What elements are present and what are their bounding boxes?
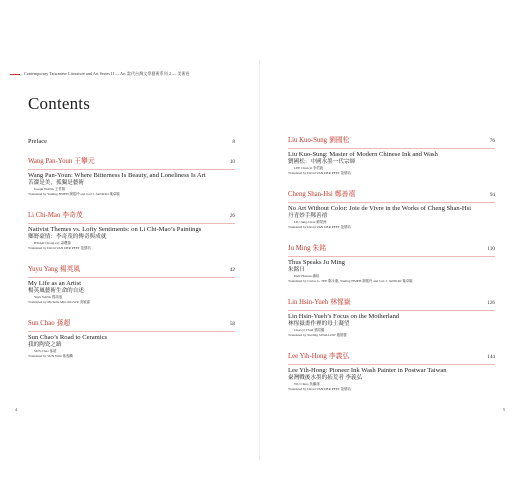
entry-title: Thus Speaks Ju Ming — [288, 259, 345, 266]
entry-rule — [28, 223, 235, 224]
toc-entry-lee-yih-hong[interactable] — [288, 353, 495, 392]
entry-title: Sun Chao’s Road to Ceramics — [28, 334, 108, 341]
entry-translator: Translated by David VAN DER PEET 范德培 — [288, 387, 351, 391]
page-title: Contents — [28, 94, 91, 113]
entry-title-zh: 楊英風藝術生命的自述 — [28, 288, 84, 294]
entry-title-zh: 我的陶瓷之路 — [28, 342, 62, 348]
toc-entry-wang-pan-youn[interactable] — [28, 158, 235, 197]
entry-title: No Art Without Color: Joie de Vivre in the Works of Cheng Shan-Hsi — [288, 205, 472, 212]
preface-entry[interactable] — [28, 138, 235, 146]
entry-page: 76 — [489, 138, 495, 144]
entry-translator: Translated by Carlos G. TEE 鄭永康, Yauling HSIEH 謝瑤玲 and Joel J. JANICKI 葉卓毓 — [288, 279, 413, 283]
left-column — [28, 138, 235, 359]
entry-translator: Translated by David VAN DER PEET 范德培 — [288, 225, 351, 229]
entry-page: 144 — [487, 354, 495, 360]
right-column — [288, 137, 495, 392]
running-header — [10, 71, 190, 77]
entry-author-credit: WU Chiao 吳繼濤 — [294, 382, 320, 386]
toc-entry-cheng-shan-hsi[interactable] — [288, 191, 495, 230]
entry-author-credit: Yuyu YANG 楊英風 — [34, 295, 63, 299]
entry-title: Nativist Themes vs. Lofty Sentiments: on Li Chi-Mao’s Paintings — [28, 226, 202, 233]
entry-translator: Translated by Yauling HSIEH 謝瑤玲 and Joel J. JANICKI 葉卓毓 — [28, 192, 120, 196]
entry-author: Lee Yih-Hong 李義弘 — [288, 353, 350, 360]
entry-page: 58 — [229, 321, 235, 327]
entry-rule — [288, 256, 495, 257]
entry-author-credit: PAN Housan 潘煊 — [294, 274, 320, 278]
entry-author: Liu Kuo-Sung 劉國松 — [288, 137, 350, 144]
entry-title-zh: 朱銘曰 — [288, 267, 305, 273]
entry-author: Cheng Shan-Hsi 鄭善禧 — [288, 191, 356, 198]
entry-translator: Translated by David VAN DER PEET 范德培 — [28, 246, 91, 250]
entry-author: Sun Chao 孫超 — [28, 320, 71, 327]
entry-title-zh: 臺灣戰後水墨的拓荒者 李義弘 — [288, 375, 363, 381]
entry-author: Yuyu Yang 楊英風 — [28, 266, 81, 273]
entry-title-zh: 苦澀是美，孤獨是藝術 — [28, 180, 84, 186]
entry-translator: Translated by Sterling SWALLOW 施德蕾 — [288, 333, 347, 337]
toc-entry-ju-ming[interactable] — [288, 245, 495, 284]
entry-author: Lin Hsin-Yueh 林惺嶽 — [288, 299, 351, 306]
entry-title-zh: 林惺嶽畫作裡的母土凝望 — [288, 321, 350, 327]
entry-author-credit: Joseph WANG 王哲雄 — [34, 187, 66, 191]
entry-page: 10 — [229, 159, 235, 165]
entry-rule — [28, 277, 235, 278]
entry-author: Li Chi-Mao 李奇茂 — [28, 212, 83, 219]
entry-title: My Life as an Artist — [28, 280, 82, 287]
entry-title-zh: 劉國松：中國水墨一代宗師 — [288, 159, 356, 165]
entry-author: Wang Pan-Youn 王攀元 — [28, 158, 95, 165]
toc-entry-lin-hsin-yueh[interactable] — [288, 299, 495, 338]
entry-author-credit: LEE Chun-yi 李君毅 — [294, 166, 324, 170]
toc-entry-li-chi-mao[interactable] — [28, 212, 235, 251]
header-text: Contemporary Taiwanese Literature and Art Series II — Art 當代台灣文學藝術系列 2 — 美術卷 — [24, 71, 190, 76]
entry-page: 42 — [229, 267, 235, 273]
entry-rule — [28, 331, 235, 332]
preface-label: Preface — [28, 138, 47, 145]
entry-rule — [288, 148, 495, 149]
header-rule — [10, 74, 20, 75]
entry-title: Lee Yih-Hong: Pioneer Ink Wash Painter in Postwar Taiwan — [288, 367, 447, 374]
page-number-left: 4 — [15, 407, 17, 412]
entry-page: 110 — [487, 246, 495, 252]
entry-rule — [288, 364, 495, 365]
page-number-right: 5 — [503, 407, 505, 412]
entry-author-credit: LIU Jung-Chou 劉榮洲 — [294, 220, 327, 224]
entry-title-zh: 丹青妙手鄭善禧 — [288, 213, 328, 219]
entry-title: Wang Pan-Youn: Where Bitterness Is Beauty, and Loneliness Is Art — [28, 172, 206, 179]
toc-entry-sun-chao[interactable] — [28, 320, 235, 359]
entry-page: 94 — [489, 192, 495, 198]
entry-author-credit: HSIAO Chong-ray 蕭瓊瑞 — [34, 241, 71, 245]
entry-page: 126 — [487, 300, 495, 306]
entry-title-zh: 鄉野豪情：李奇茂的傳奇與成就 — [28, 234, 107, 240]
entry-title: Liu Kuo-Sung: Master of Modern Chinese Ink and Wash — [288, 151, 438, 158]
toc-entry-liu-kuo-sung[interactable] — [288, 137, 495, 176]
entry-translator: Translated by David VAN DER PEET 范德培 — [288, 171, 351, 175]
entry-translator: Translated by SUN Yilin 孫逸麟 — [28, 354, 73, 358]
entry-title: Lin Hsin-Yueh’s Focus on the Motherland — [288, 313, 400, 320]
entry-translator: Translated by Michelle Min-chia WU 吳敏嘉 — [28, 300, 91, 304]
entry-author-credit: SUN Chao 孫超 — [34, 349, 57, 353]
spine-divider — [259, 60, 260, 460]
entry-author: Ju Ming 朱銘 — [288, 245, 327, 252]
entry-author-credit: Chao-yi TSAI 蔡昭儀 — [294, 328, 325, 332]
entry-page: 26 — [229, 213, 235, 219]
preface-page: 8 — [232, 139, 235, 145]
entry-rule — [28, 169, 235, 170]
entry-rule — [288, 202, 495, 203]
entry-rule — [288, 310, 495, 311]
toc-entry-yuyu-yang[interactable] — [28, 266, 235, 305]
